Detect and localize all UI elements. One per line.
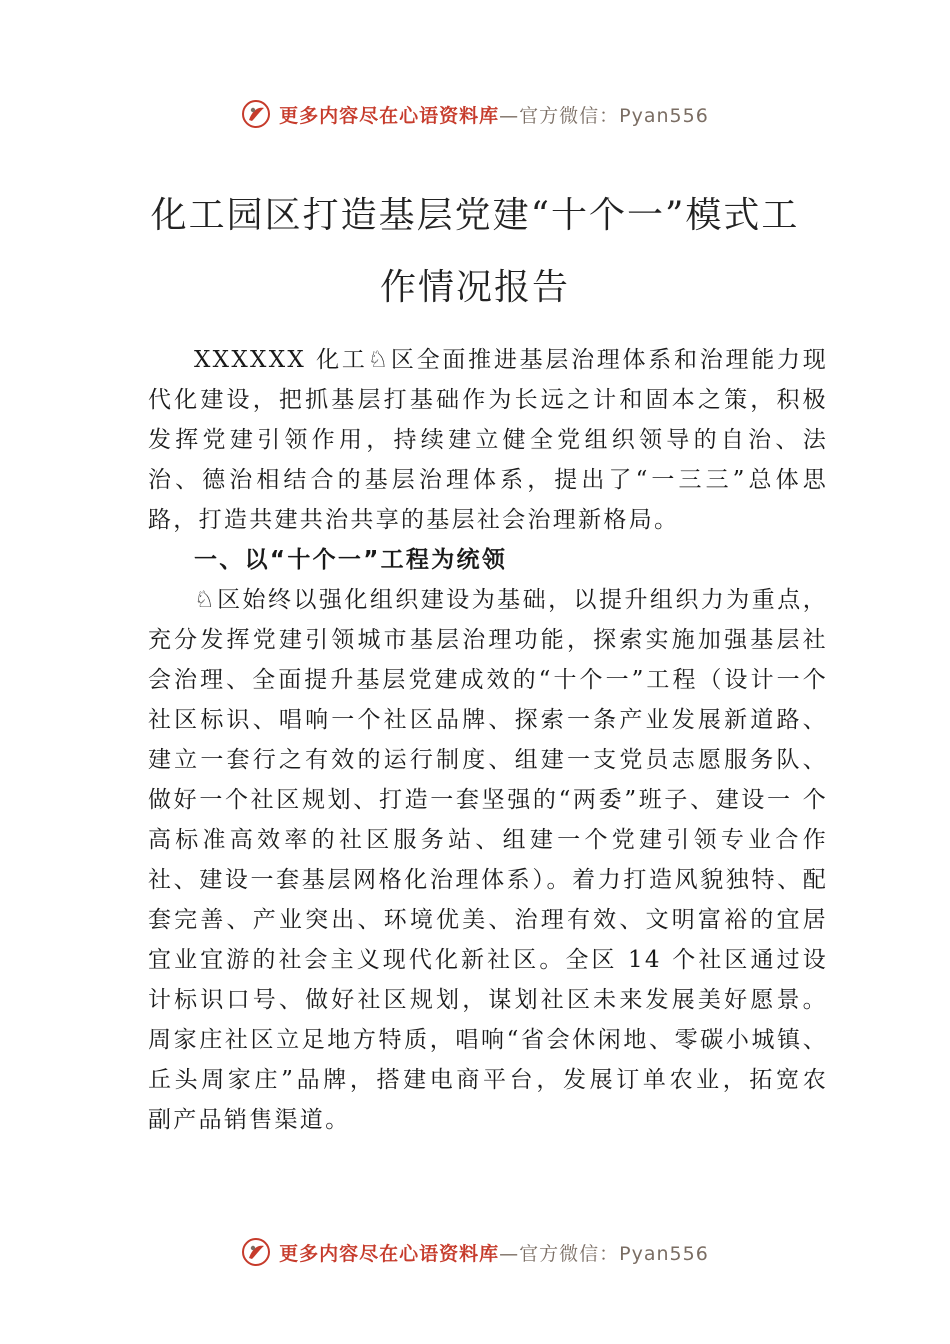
watermark-suffix: —官方微信：Pyan556 [499, 1242, 709, 1265]
section-heading: 一、以“十个一”工程为统领 [194, 547, 508, 573]
brand-logo-icon [241, 99, 271, 129]
watermark-banner-top [0, 94, 950, 134]
watermark-prefix: 更多内容尽在心语资料库 [279, 104, 500, 127]
brand-logo-icon [241, 1237, 271, 1267]
document-body [148, 340, 828, 1140]
watermark-banner-bottom [0, 1232, 950, 1272]
watermark-text [279, 1239, 709, 1266]
watermark-text [279, 101, 709, 128]
watermark-suffix: —官方微信：Pyan556 [499, 104, 709, 127]
intro-paragraph: XXXXXX 化工♘区全面推进基层治理体系和治理能力现代化建设，把抓基层打基础作为长远之计和固本之策，积极发挥党建引领作用，持续建立健全党组织领导的自治、法治、德治相结合的基层治理体系，提出了“一三三”总体思路，打造共建共治共享的基层社会治理新格局。 [148, 347, 828, 533]
document-title: 化工园区打造基层党建“十个一”模式工作情况报告 [150, 195, 800, 308]
watermark-prefix: 更多内容尽在心语资料库 [279, 1242, 500, 1265]
section-paragraph: ♘区始终以强化组织建设为基础，以提升组织力为重点，充分发挥党建引领城市基层治理功能，探索实施加强基层社会治理、全面提升基层党建成效的“十个一”工程（设计一个社区标识、唱响一个社区品牌、探索一条产业发展新道路、建立一套行之有效的运行制度、组建一支党员志愿服务队、做好一个社区规划、打造一套坚强的“两委”班子、建设一 个高标准高效率的社区服务站、组建一个党建引领专业合作 社、建设一套基层网格化治理体系）。着力打造风貌独特、配 套完善、产业突出、环境优美、治理有效、文明富裕的宜居 宜业宜游的社会主义现代化新社区。全区 14 个社区通过设计标识口号、做好社区规划，谋划社区未来发展美好愿景。周家庄社区立足地方特质，唱响“省会休闲地、零碳小城镇、 丘头周家庄”品牌，搭建电商平台，发展订单农业，拓宽农 副产品销售渠道。 [148, 587, 828, 1133]
